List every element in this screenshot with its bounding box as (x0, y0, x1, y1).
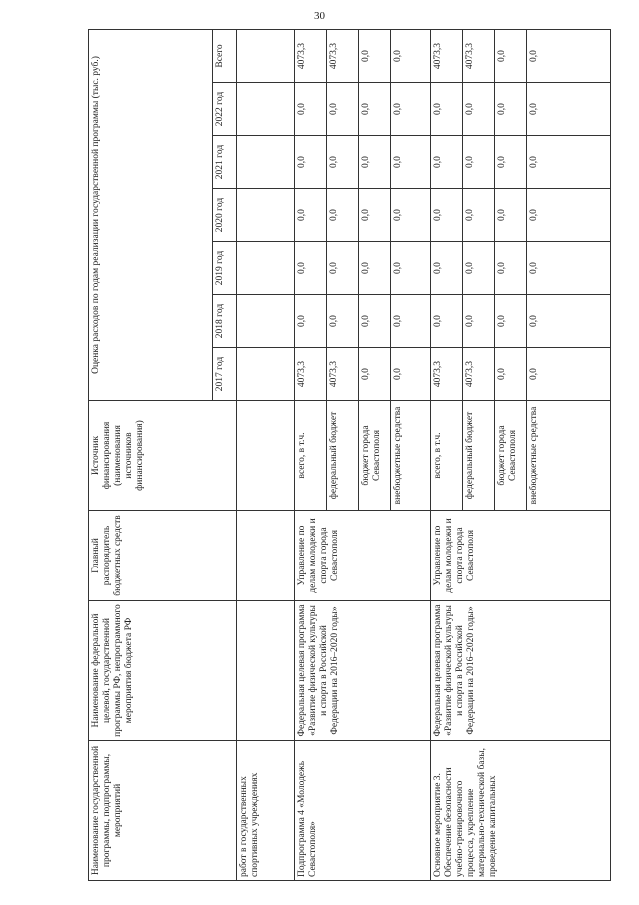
row-source: федеральный бюджет (327, 401, 359, 511)
value-cell: 0,0 (527, 242, 611, 295)
value-cell: 0,0 (327, 136, 359, 189)
row-source: бюджет города Севастополя (359, 401, 391, 511)
row-federal-program (237, 601, 295, 741)
row-source: внебюджетные средства (391, 401, 431, 511)
value-cell: 0,0 (359, 29, 391, 82)
value-cell: 4073,3 (327, 29, 359, 82)
value-cell: 0,0 (391, 295, 431, 348)
value-cell: 4073,3 (295, 348, 327, 401)
value-cell: 0,0 (295, 189, 327, 242)
value-cell: 0,0 (431, 136, 463, 189)
header-federal-program: Наименование федеральной целевой, государственной программы РФ, непрограммного мероприятия бюджета РФ (89, 601, 237, 741)
value-cell: 0,0 (391, 189, 431, 242)
value-cell: 0,0 (359, 189, 391, 242)
value-cell: 0,0 (431, 83, 463, 136)
header-year: 2022 год (213, 83, 237, 136)
value-cell: 0,0 (431, 295, 463, 348)
value-cell: 0,0 (327, 189, 359, 242)
value-cell: 0,0 (295, 83, 327, 136)
row-federal-program: Федеральная целевая программа «Развитие физической культуры и спорта в Российской Федерации на 2016–2020 годы» (295, 601, 431, 741)
value-cell: 0,0 (295, 242, 327, 295)
row-source: федеральный бюджет (463, 401, 495, 511)
value-cell: 0,0 (327, 295, 359, 348)
value-cell: 0,0 (359, 136, 391, 189)
value-cell: 0,0 (295, 136, 327, 189)
table-row (237, 29, 295, 880)
value-cell: 0,0 (527, 348, 611, 401)
value-cell: 0,0 (359, 242, 391, 295)
row-manager: Управление по делам молодежи и спорта города Севастополя (295, 511, 431, 601)
header-year: 2018 год (213, 295, 237, 348)
budget-table (88, 29, 611, 881)
row-manager (237, 511, 295, 601)
header-manager: Главный распорядитель бюджетных средств (89, 511, 237, 601)
row-name: работ в государственных спортивных учреждениях (237, 741, 295, 881)
header-estimate: Оценка расходов по годам реализации государственной программы (тыс. руб.) (89, 29, 213, 400)
row-source: всего, в т.ч. (295, 401, 327, 511)
value-cell: 4073,3 (463, 29, 495, 82)
value-cell: 0,0 (431, 242, 463, 295)
header-year: 2021 год (213, 136, 237, 189)
value-cell: 0,0 (527, 189, 611, 242)
value-cell: 0,0 (391, 242, 431, 295)
value-cell: 0,0 (527, 29, 611, 82)
value-cell: 0,0 (327, 242, 359, 295)
value-cell: 0,0 (495, 295, 527, 348)
value-cell: 0,0 (527, 136, 611, 189)
value-cell: 4073,3 (295, 29, 327, 82)
value-cell: 0,0 (495, 348, 527, 401)
value-cell: 0,0 (463, 295, 495, 348)
table-row (431, 29, 463, 880)
value-cell: 0,0 (391, 29, 431, 82)
value-cell: 4073,3 (431, 348, 463, 401)
value-cell: 0,0 (495, 242, 527, 295)
page-number: 30 (314, 10, 325, 22)
header-year: 2019 год (213, 242, 237, 295)
value-cell: 0,0 (391, 83, 431, 136)
value-cell: 0,0 (295, 295, 327, 348)
value-cell: 0,0 (359, 295, 391, 348)
value-cell: 0,0 (463, 189, 495, 242)
value-cell: 0,0 (463, 242, 495, 295)
value-cell: 0,0 (495, 189, 527, 242)
header-source: Источник финансирования (наименования источников финансирования) (89, 401, 237, 511)
header-total: Всего (213, 29, 237, 82)
value-cell: 0,0 (359, 348, 391, 401)
value-cell: 4073,3 (463, 348, 495, 401)
rotated-sheet (88, 30, 609, 881)
rotated-content (88, 30, 609, 881)
row-name: Основное мероприятие 3. Обеспечение безопасности учебно-тренировочного процесса, укрепление материально-технической базы, проведение капитальных (431, 741, 611, 881)
header-name: Наименование государственной программы, подпрограммы, мероприятий (89, 741, 237, 881)
table-row (295, 29, 327, 880)
value-cell: 0,0 (463, 136, 495, 189)
value-cell: 0,0 (391, 348, 431, 401)
value-cell: 0,0 (327, 83, 359, 136)
row-source: внебюджетные средства (527, 401, 611, 511)
table-header (89, 29, 237, 880)
value-cell: 0,0 (431, 189, 463, 242)
header-year: 2020 год (213, 189, 237, 242)
value-cell: 0,0 (495, 29, 527, 82)
row-federal-program: Федеральная целевая программа «Развитие физической культуры и спорта в Российской Федерации на 2016–2020 годы» (431, 601, 611, 741)
value-cell: 0,0 (495, 83, 527, 136)
value-cell: 0,0 (527, 83, 611, 136)
value-cell: 0,0 (463, 83, 495, 136)
value-cell: 0,0 (391, 136, 431, 189)
value-cell: 4073,3 (327, 348, 359, 401)
row-manager: Управление по делам молодежи и спорта города Севастополя (431, 511, 611, 601)
row-source: бюджет города Севастополя (495, 401, 527, 511)
row-name: Подпрограмма 4 «Молодежь Севастополя» (295, 741, 431, 881)
header-year: 2017 год (213, 348, 237, 401)
value-cell: 0,0 (495, 136, 527, 189)
row-source: всего, в т.ч. (431, 401, 463, 511)
value-cell: 0,0 (527, 295, 611, 348)
value-cell: 4073,3 (431, 29, 463, 82)
value-cell: 0,0 (359, 83, 391, 136)
